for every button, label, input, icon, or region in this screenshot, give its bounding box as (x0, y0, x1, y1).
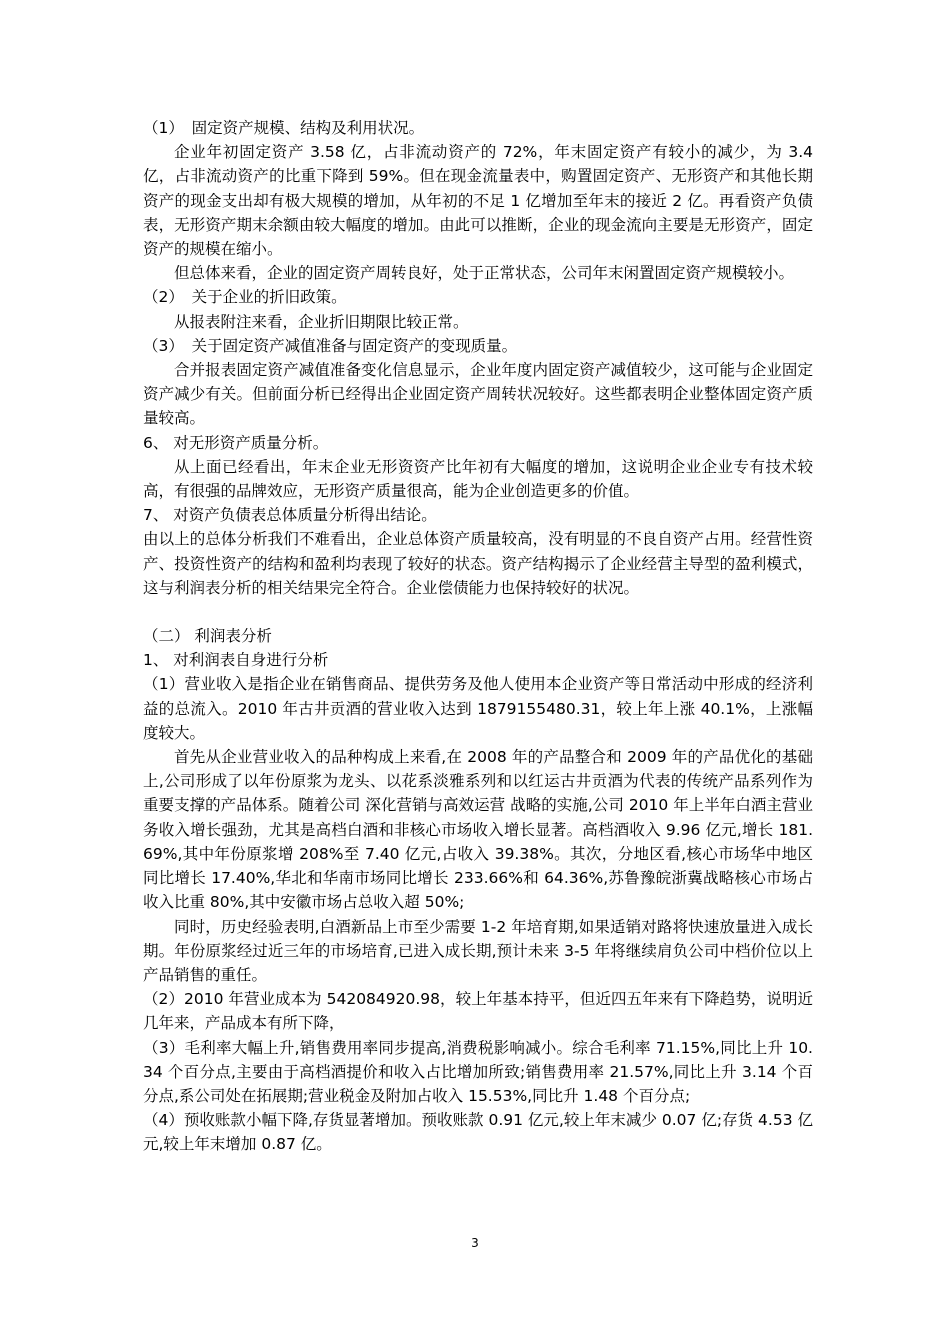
page-number: 3 (471, 1236, 479, 1250)
paragraph: （4）预收账款小幅下降,存货显著增加。预收账款 0.91 亿元,较上年末减少 0.07 亿;存货 4.53 亿元,较上年末增加 0.87 亿。 (143, 1111, 813, 1154)
paragraph: 从报表附注来看，企业折旧期限比较正常。 (174, 312, 469, 331)
document-body (143, 116, 813, 1157)
paragraph: （2）2010 年营业成本为 542084920.98，较上年基本持平，但近四五年来有下降趋势，说明近几年来，产品成本有所下降， (143, 990, 813, 1033)
section-heading: 1、 对利润表自身进行分析 (143, 651, 329, 670)
blank-line (143, 600, 813, 624)
section-heading: （3） 关于固定资产减值准备与固定资产的变现质量。 (143, 336, 518, 355)
section-heading: （二） 利润表分析 (143, 627, 272, 646)
section-heading: （1） 固定资产规模、结构及利用状况。 (143, 119, 425, 137)
paragraph: （3）毛利率大幅上升,销售费用率同步提高,消费税影响减小。综合毛利率 71.15%,同比上升 10.34 个百分点,主要由于高档酒提价和收入占比增加所致;销售费用率 21.57%,同比上升 3.14 个百分点,系公司处在拓展期;营业税金及附加占收入 15.53%,同比升 1.48 个百分点; (143, 1038, 813, 1105)
paragraph: 首先从企业营业收入的品种构成上来看,在 2008 年的产品整合和 2009 年的产品优化的基础上,公司形成了以年份原浆为龙头、以花系淡雅系列和以红运古井贡酒为代表的传统产品系列作为重要支撑的产品体系。随着公司 深化营销与高效运营 战略的实施,公司 2010 年上半年白酒主营业务收入增长强劲，尤其是高档白酒和非核心市场收入增长显著。高档酒收入 9.96 亿元,增长 181.69%,其中年份原浆增 208%至 7.40 亿元,占收入 39.38%。其次，分地区看,核心市场华中地区同比增长 17.40%,华北和华南市场同比增长 233.66%和 64.36%,苏鲁豫皖浙冀战略核心市场占收入比重 80%,其中安徽市场占总收入超 50%; (143, 748, 813, 912)
section-heading: （2） 关于企业的折旧政策。 (143, 288, 347, 307)
section-heading: 7、 对资产负债表总体质量分析得出结论。 (143, 506, 437, 525)
section-heading: 6、 对无形资产质量分析。 (143, 433, 329, 452)
paragraph: 由以上的总体分析我们不难看出，企业总体资产质量较高，没有明显的不良自资产占用。经营性资产、投资性资产的结构和盈利均表现了较好的状态。资产结构揭示了企业经营主导型的盈利模式，这与利润表分析的相关结果完全符合。企业偿债能力也保持较好的状况。 (143, 530, 813, 597)
paragraph: 合并报表固定资产减值准备变化信息显示，企业年度内固定资产减值较少，这可能与企业固定资产减少有关。但前面分析已经得出企业固定资产周转状况较好。这些都表明企业整体固定资产质量较高。 (143, 361, 813, 428)
paragraph: 但总体来看，企业的固定资产周转良好，处于正常状态，公司年末闲置固定资产规模较小。 (174, 264, 795, 283)
paragraph: 从上面已经看出，年末企业无形资资产比年初有大幅度的增加，这说明企业企业专有技术较高，有很强的品牌效应，无形资产质量很高，能为企业创造更多的价值。 (143, 457, 813, 501)
paragraph: （1）营业收入是指企业在销售商品、提供劳务及他人使用本企业资产等日常活动中形成的经济利益的总流入。2010 年古井贡酒的营业收入达到 1879155480.31，较上年上涨 40.1%，上涨幅度较大。 (143, 675, 813, 742)
paragraph: 企业年初固定资产 3.58 亿，占非流动资产的 72%，年末固定资产有较小的减少，为 3.4 亿，占非流动资产的比重下降到 59%。但在现金流量表中，购置固定资产、无形资产和其他长期资产的现金支出却有极大规模的增加，从年初的不足 1 亿增加至年末的接近 2 亿。再看资产负债表，无形资产期末余额由较大幅度的增加。由此可以推断，企业的现金流向主要是无形资产，固定资产的规模在缩小。 (143, 143, 813, 259)
paragraph: 同时，历史经验表明,白酒新品上市至少需要 1-2 年培育期,如果适销对路将快速放量进入成长期。年份原浆经过近三年的市场培育,已进入成长期,预计未来 3-5 年将继续肩负公司中档价位以上产品销售的重任。 (143, 917, 813, 984)
